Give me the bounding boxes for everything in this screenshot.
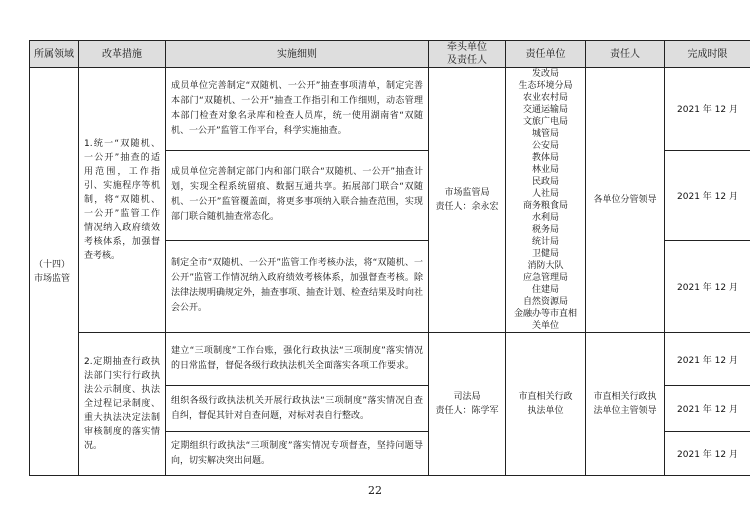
unit-name: 统计局 bbox=[531, 237, 559, 247]
table-row bbox=[30, 333, 750, 386]
header-detail: 实施细则 bbox=[166, 41, 429, 68]
unit-name: 应急管理局 bbox=[522, 273, 568, 283]
lead-person: 责任人：余永宏 bbox=[435, 202, 499, 212]
unit-name: 发改局 bbox=[531, 69, 559, 79]
unit-name: 城管局 bbox=[531, 129, 559, 139]
unit-name: 消防大队 bbox=[527, 261, 564, 271]
person-cell: 各单位分管领导 bbox=[586, 68, 665, 333]
lead-unit: 市场监管局 bbox=[444, 188, 490, 198]
domain-cell: （十四）市场监管 bbox=[30, 68, 79, 476]
lead-person: 责任人：陈学军 bbox=[435, 406, 499, 416]
measure-cell: 1.统一“双随机、一公开”抽查的适用范围，工作指引、实施程序等机制，将“双随机、一公开”监管工作情况纳入政府绩效考核体系，加强督查考核。 bbox=[79, 68, 166, 333]
unit-name: 市直相关行政 bbox=[518, 392, 573, 402]
time-cell: 2021 年 12 月 bbox=[665, 240, 750, 332]
unit-name: 商务粮食局 bbox=[522, 201, 568, 211]
header-lead: 牵头单位 及责任人 bbox=[429, 41, 506, 68]
units-cell bbox=[506, 333, 586, 476]
time-cell: 2021 年 12 月 bbox=[665, 432, 750, 476]
unit-name: 税务局 bbox=[531, 225, 559, 235]
unit-name: 执法单位 bbox=[527, 406, 564, 416]
unit-name: 农业农村局 bbox=[522, 93, 568, 103]
time-cell: 2021 年 12 月 bbox=[665, 386, 750, 432]
table-header-row bbox=[30, 41, 750, 68]
unit-name: 自然资源局 bbox=[522, 297, 568, 307]
reform-measures-table bbox=[29, 40, 750, 476]
unit-name: 文旅广电局 bbox=[522, 117, 568, 127]
units-cell bbox=[506, 68, 586, 333]
unit-name: 教体局 bbox=[531, 153, 559, 163]
header-units: 责任单位 bbox=[506, 41, 586, 68]
unit-name: 民政局 bbox=[531, 177, 559, 187]
lead-unit: 司法局 bbox=[453, 392, 481, 402]
unit-name: 住建局 bbox=[531, 285, 559, 295]
person-cell: 市直相关行政执法单位主管领导 bbox=[586, 333, 665, 476]
detail-cell: 建立“三项制度”工作台账，强化行政执法“三项制度”落实情况的日常监督，督促各级行政执法机关全面落实各项工作要求。 bbox=[166, 333, 429, 386]
unit-name: 交通运输局 bbox=[522, 105, 568, 115]
header-time: 完成时限 bbox=[665, 41, 750, 68]
table-row bbox=[30, 68, 750, 151]
lead-cell bbox=[429, 333, 506, 476]
page-number: 22 bbox=[368, 484, 382, 497]
unit-name: 金融办等市直相 bbox=[513, 309, 577, 319]
time-cell: 2021 年 12 月 bbox=[665, 333, 750, 386]
unit-name: 人社局 bbox=[531, 189, 559, 199]
time-cell: 2021 年 12 月 bbox=[665, 150, 750, 240]
header-measure: 改革措施 bbox=[79, 41, 166, 68]
header-person: 责任人 bbox=[586, 41, 665, 68]
header-domain: 所属领域 bbox=[30, 41, 79, 68]
time-cell: 2021 年 12 月 bbox=[665, 68, 750, 151]
unit-name: 公安局 bbox=[531, 141, 559, 151]
lead-cell bbox=[429, 68, 506, 333]
detail-cell: 组织各级行政执法机关开展行政执法“三项制度”落实情况自查自纠，督促其针对自查问题，对标对表自行整改。 bbox=[166, 386, 429, 432]
detail-cell: 定期组织行政执法“三项制度”落实情况专项督查，坚持问题导向，切实解决突出问题。 bbox=[166, 432, 429, 476]
unit-name: 关单位 bbox=[531, 321, 559, 331]
measure-cell: 2.定期抽查行政执法部门实行行政执法公示制度、执法全过程记录制度、重大执法决定法制审核制度的落实情况。 bbox=[79, 333, 166, 476]
unit-name: 水利局 bbox=[531, 213, 559, 223]
unit-name: 生态环境分局 bbox=[518, 81, 573, 91]
unit-name: 林业局 bbox=[531, 165, 559, 175]
detail-cell: 制定全市“双随机、一公开”监管工作考核办法，将“双随机、一公开”监管工作情况纳入政府绩效考核体系，加强督查考核。除法律法规明确规定外，抽查事项、抽查计划、检查结果及时向社会公开。 bbox=[166, 240, 429, 332]
detail-cell: 成员单位完善制定部门内和部门联合“双随机、一公开”抽查计划，实现全程系统留痕、数据互通共享。拓展部门联合“双随机、一公开”监管覆盖面，将更多事项纳入联合抽查范围，实现部门联合随机抽查常态化。 bbox=[166, 150, 429, 240]
unit-name: 卫健局 bbox=[531, 249, 559, 259]
detail-cell: 成员单位完善制定“双随机、一公开”抽查事项清单，制定完善本部门“双随机、一公开”抽查工作指引和工作细则，动态管理本部门检查对象名录库和检查人员库，统一使用湖南省“双随机、一公开”监管工作平台，科学实施抽查。 bbox=[166, 68, 429, 151]
